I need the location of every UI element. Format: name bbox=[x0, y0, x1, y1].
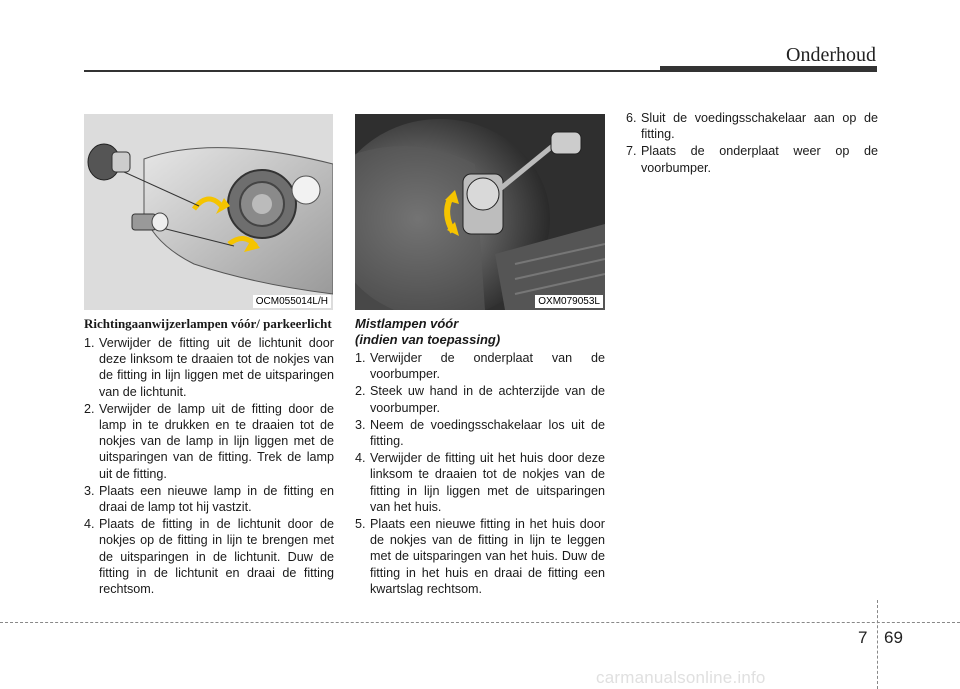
section-fog-lamps-continued bbox=[626, 110, 878, 177]
list-item: 6. Sluit de voedingsschakelaar aan op de fitting. bbox=[626, 111, 878, 142]
headlamp-illustration bbox=[84, 114, 333, 310]
list-item: 3. Plaats een nieuwe lamp in de fitting en draai de lamp tot hij vastzit. bbox=[84, 483, 334, 515]
list-item: 5. Plaats een nieuwe fitting in het huis door de nokjes van de fitting in lijn te leggen met de uitsparingen van het huis. Duw de fitting in het huis en draai de fitting een kwartslag rechtsom. bbox=[355, 517, 605, 596]
watermark: carmanualsonline.info bbox=[596, 668, 766, 687]
foglamp-illustration bbox=[355, 114, 605, 310]
section-title: Onderhoud bbox=[786, 44, 876, 66]
header-rule-accent bbox=[660, 66, 877, 72]
list-item: 3. Neem de voedingsschakelaar los uit de fitting. bbox=[355, 417, 605, 449]
section-turn-signal bbox=[84, 316, 334, 598]
header-rule bbox=[84, 70, 660, 72]
footer-divider bbox=[877, 600, 878, 689]
figure-foglamp bbox=[355, 114, 605, 310]
list-item: 1. Verwijder de fitting uit de lichtunit door deze linksom te draaien tot de nokjes van de fitting in lijn liggen met de uitsparingen van de lichtunit. bbox=[84, 336, 334, 399]
figure-headlamp bbox=[84, 114, 333, 310]
figure-code: OXM079053L bbox=[535, 295, 603, 308]
section-fog-lamps bbox=[355, 316, 605, 598]
figure-code: OCM055014L/H bbox=[253, 295, 331, 308]
section-heading: Mistlampen vóór (indien van toepassing) bbox=[355, 316, 501, 347]
list-item: 4. Plaats de fitting in de lichtunit door de nokjes op de fitting in lijn te brengen met de uitsparingen in de lichtunit. Duw de fitting in de lichtunit en draai de fitting rechtsom. bbox=[84, 517, 334, 597]
chapter-number: 7 bbox=[858, 628, 868, 647]
list-item: 4. Verwijder de fitting uit het huis door deze linksom te draaien tot de nokjes van de fitting in lijn liggen met de uitsparingen van het huis. bbox=[355, 451, 605, 514]
list-item: 2. Steek uw hand in de achterzijde van de voorbumper. bbox=[355, 384, 605, 415]
list-item: 2. Verwijder de lamp uit de fitting door de lamp in te drukken en te draaien tot de nokjes van de lamp in lijn liggen met de uitsparingen van de fitting. Trek de lamp uit de fitting. bbox=[84, 401, 334, 481]
list-item: 7. Plaats de onderplaat weer op de voorbumper. bbox=[626, 144, 878, 175]
section-heading: Richtingaanwijzerlampen vóór/ parkeerlicht bbox=[84, 316, 332, 331]
list-item: 1. Verwijder de onderplaat van de voorbumper. bbox=[355, 351, 605, 382]
footer-rule bbox=[0, 622, 960, 623]
page-number: 69 bbox=[884, 628, 903, 647]
